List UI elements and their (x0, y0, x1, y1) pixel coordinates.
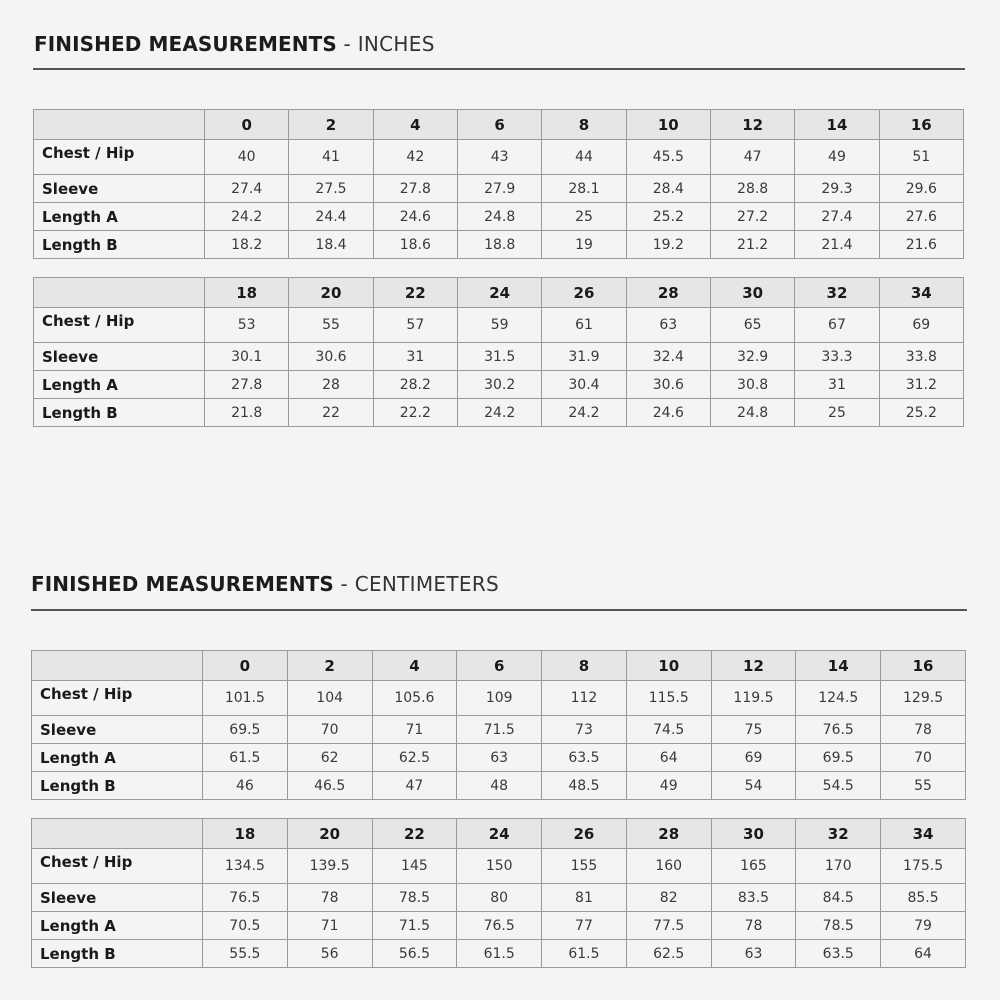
measurement-value: 28.4 (626, 175, 710, 203)
measurement-value: 112 (542, 681, 627, 716)
measurement-value: 30.6 (626, 371, 710, 399)
inches-title (34, 32, 435, 56)
measurement-row (32, 849, 966, 884)
measurement-value: 83.5 (711, 884, 796, 912)
size-header-row (34, 110, 964, 140)
measurement-value: 55.5 (203, 940, 288, 968)
size-header-cell: 20 (289, 278, 373, 308)
header-corner-cell (34, 278, 205, 308)
measurement-value: 62.5 (372, 744, 457, 772)
measurement-value: 64 (881, 940, 966, 968)
measurement-value: 63 (457, 744, 542, 772)
measurement-value: 119.5 (711, 681, 796, 716)
measurement-value: 29.3 (795, 175, 879, 203)
measurement-value: 104 (287, 681, 372, 716)
size-header-cell: 18 (203, 819, 288, 849)
measurement-value: 54 (711, 772, 796, 800)
measurement-value: 40 (205, 140, 289, 175)
measurement-row (34, 371, 964, 399)
measurement-value: 170 (796, 849, 881, 884)
header-corner-cell (34, 110, 205, 140)
measurement-value: 56 (287, 940, 372, 968)
measurement-value: 49 (795, 140, 879, 175)
measurement-value: 124.5 (796, 681, 881, 716)
measurement-value: 62.5 (626, 940, 711, 968)
measurement-value: 19.2 (626, 231, 710, 259)
size-header-cell: 4 (373, 110, 457, 140)
measurement-value: 30.8 (710, 371, 794, 399)
measurement-value: 33.3 (795, 343, 879, 371)
inches-table-sizes-18-34 (33, 277, 964, 427)
measurement-value: 70 (287, 716, 372, 744)
measurement-value: 65 (710, 308, 794, 343)
size-header-cell: 14 (796, 651, 881, 681)
measurement-value: 33.8 (879, 343, 963, 371)
measurement-value: 67 (795, 308, 879, 343)
size-header-cell: 20 (287, 819, 372, 849)
size-header-cell: 2 (287, 651, 372, 681)
size-header-cell: 30 (711, 819, 796, 849)
size-header-cell: 10 (626, 110, 710, 140)
measurement-value: 21.8 (205, 399, 289, 427)
size-header-row (32, 651, 966, 681)
measurement-value: 46.5 (287, 772, 372, 800)
header-corner-cell (32, 819, 203, 849)
measurement-value: 24.6 (373, 203, 457, 231)
measurement-value: 24.8 (710, 399, 794, 427)
measurement-row (34, 175, 964, 203)
measurement-value: 48 (457, 772, 542, 800)
measurement-value: 49 (626, 772, 711, 800)
measurement-value: 24.2 (542, 399, 626, 427)
size-header-cell: 32 (796, 819, 881, 849)
measurement-label: Sleeve (32, 716, 203, 744)
measurement-value: 115.5 (626, 681, 711, 716)
measurement-value: 77.5 (626, 912, 711, 940)
measurement-value: 71 (372, 716, 457, 744)
measurement-value: 24.6 (626, 399, 710, 427)
measurement-value: 105.6 (372, 681, 457, 716)
centimeters-title-bold: FINISHED MEASUREMENTS (31, 572, 334, 596)
measurement-value: 41 (289, 140, 373, 175)
measurement-row (34, 399, 964, 427)
size-header-cell: 24 (457, 278, 541, 308)
size-header-cell: 34 (881, 819, 966, 849)
measurement-value: 69 (711, 744, 796, 772)
measurement-row (32, 912, 966, 940)
inches-table-sizes-0-16 (33, 109, 964, 259)
measurement-value: 25 (542, 203, 626, 231)
measurement-value: 27.4 (795, 203, 879, 231)
measurement-value: 76.5 (457, 912, 542, 940)
measurement-value: 69.5 (796, 744, 881, 772)
measurement-value: 76.5 (203, 884, 288, 912)
measurement-value: 21.6 (879, 231, 963, 259)
measurement-value: 74.5 (626, 716, 711, 744)
measurement-value: 63 (711, 940, 796, 968)
measurement-label: Length A (32, 744, 203, 772)
inches-title-rule (33, 68, 965, 70)
measurement-value: 31 (373, 343, 457, 371)
measurement-value: 134.5 (203, 849, 288, 884)
measurement-value: 27.8 (205, 371, 289, 399)
measurement-label: Length B (34, 231, 205, 259)
measurement-row (32, 772, 966, 800)
measurement-value: 57 (373, 308, 457, 343)
measurement-value: 85.5 (881, 884, 966, 912)
size-header-cell: 22 (373, 278, 457, 308)
header-corner-cell (32, 651, 203, 681)
measurement-value: 78.5 (796, 912, 881, 940)
measurement-value: 59 (457, 308, 541, 343)
measurement-row (34, 231, 964, 259)
size-header-cell: 34 (879, 278, 963, 308)
measurement-row (32, 940, 966, 968)
size-header-cell: 26 (542, 278, 626, 308)
measurement-value: 165 (711, 849, 796, 884)
measurement-value: 28.1 (542, 175, 626, 203)
size-header-cell: 28 (626, 819, 711, 849)
size-header-cell: 0 (205, 110, 289, 140)
measurement-value: 24.4 (289, 203, 373, 231)
measurement-value: 78 (287, 884, 372, 912)
measurement-value: 71.5 (372, 912, 457, 940)
measurement-value: 31.2 (879, 371, 963, 399)
measurement-value: 27.6 (879, 203, 963, 231)
inches-title-unit: - INCHES (336, 32, 435, 56)
measurement-value: 18.8 (457, 231, 541, 259)
measurement-value: 30.4 (542, 371, 626, 399)
size-header-cell: 8 (542, 110, 626, 140)
size-header-cell: 16 (879, 110, 963, 140)
measurement-value: 28 (289, 371, 373, 399)
measurement-value: 27.9 (457, 175, 541, 203)
measurement-value: 82 (626, 884, 711, 912)
measurement-label: Length A (34, 203, 205, 231)
centimeters-table-sizes-18-34 (31, 818, 966, 968)
measurement-value: 61.5 (542, 940, 627, 968)
measurement-value: 32.4 (626, 343, 710, 371)
measurement-value: 78 (711, 912, 796, 940)
measurement-value: 155 (542, 849, 627, 884)
size-header-cell: 8 (542, 651, 627, 681)
measurement-value: 31.9 (542, 343, 626, 371)
measurement-value: 73 (542, 716, 627, 744)
measurement-value: 139.5 (287, 849, 372, 884)
measurement-value: 22 (289, 399, 373, 427)
measurement-value: 43 (457, 140, 541, 175)
measurement-value: 70.5 (203, 912, 288, 940)
measurement-value: 47 (710, 140, 794, 175)
measurement-value: 55 (881, 772, 966, 800)
measurement-value: 46 (203, 772, 288, 800)
measurement-value: 28.2 (373, 371, 457, 399)
measurement-value: 75 (711, 716, 796, 744)
measurement-row (32, 716, 966, 744)
measurement-value: 30.2 (457, 371, 541, 399)
inches-title-bold: FINISHED MEASUREMENTS (34, 32, 337, 56)
size-header-cell: 24 (457, 819, 542, 849)
measurement-value: 27.2 (710, 203, 794, 231)
measurement-value: 61 (542, 308, 626, 343)
size-header-cell: 28 (626, 278, 710, 308)
measurement-label: Length B (34, 399, 205, 427)
centimeters-title-rule (31, 609, 967, 611)
measurement-row (32, 681, 966, 716)
measurement-value: 71 (287, 912, 372, 940)
measurement-value: 78 (881, 716, 966, 744)
measurement-label: Chest / Hip (34, 140, 205, 175)
size-header-cell: 12 (711, 651, 796, 681)
size-header-cell: 22 (372, 819, 457, 849)
measurement-value: 129.5 (881, 681, 966, 716)
measurement-value: 63.5 (542, 744, 627, 772)
measurement-row (32, 744, 966, 772)
measurement-value: 30.1 (205, 343, 289, 371)
size-header-cell: 18 (205, 278, 289, 308)
size-header-cell: 6 (457, 110, 541, 140)
measurement-value: 71.5 (457, 716, 542, 744)
measurement-value: 145 (372, 849, 457, 884)
measurement-row (34, 308, 964, 343)
size-header-cell: 14 (795, 110, 879, 140)
measurement-value: 21.2 (710, 231, 794, 259)
measurement-value: 27.8 (373, 175, 457, 203)
measurement-label: Length A (34, 371, 205, 399)
measurement-value: 19 (542, 231, 626, 259)
measurement-value: 27.4 (205, 175, 289, 203)
measurement-value: 78.5 (372, 884, 457, 912)
size-header-cell: 4 (372, 651, 457, 681)
measurement-value: 18.4 (289, 231, 373, 259)
measurement-value: 69 (879, 308, 963, 343)
measurement-value: 44 (542, 140, 626, 175)
measurement-value: 80 (457, 884, 542, 912)
measurement-value: 48.5 (542, 772, 627, 800)
measurement-value: 53 (205, 308, 289, 343)
measurement-label: Length B (32, 940, 203, 968)
measurement-value: 63.5 (796, 940, 881, 968)
centimeters-title-unit: - CENTIMETERS (333, 572, 500, 596)
size-header-cell: 26 (542, 819, 627, 849)
measurement-value: 22.2 (373, 399, 457, 427)
measurement-value: 79 (881, 912, 966, 940)
measurement-value: 84.5 (796, 884, 881, 912)
measurement-label: Sleeve (32, 884, 203, 912)
measurement-value: 51 (879, 140, 963, 175)
measurement-row (34, 203, 964, 231)
size-header-cell: 10 (626, 651, 711, 681)
measurement-row (34, 343, 964, 371)
measurement-label: Sleeve (34, 343, 205, 371)
measurement-label: Length B (32, 772, 203, 800)
measurement-row (34, 140, 964, 175)
measurement-value: 25 (795, 399, 879, 427)
measurement-label: Length A (32, 912, 203, 940)
measurement-value: 31.5 (457, 343, 541, 371)
measurement-value: 27.5 (289, 175, 373, 203)
measurement-value: 101.5 (203, 681, 288, 716)
measurement-value: 70 (881, 744, 966, 772)
measurement-label: Chest / Hip (34, 308, 205, 343)
measurement-value: 61.5 (457, 940, 542, 968)
centimeters-table-sizes-0-16 (31, 650, 966, 800)
measurement-value: 32.9 (710, 343, 794, 371)
measurement-value: 77 (542, 912, 627, 940)
measurement-value: 160 (626, 849, 711, 884)
measurement-label: Chest / Hip (32, 681, 203, 716)
measurement-value: 45.5 (626, 140, 710, 175)
measurement-value: 150 (457, 849, 542, 884)
measurement-value: 18.6 (373, 231, 457, 259)
measurement-value: 21.4 (795, 231, 879, 259)
size-header-cell: 0 (203, 651, 288, 681)
measurement-value: 109 (457, 681, 542, 716)
measurement-value: 62 (287, 744, 372, 772)
measurement-value: 25.2 (626, 203, 710, 231)
measurement-value: 28.8 (710, 175, 794, 203)
measurement-value: 81 (542, 884, 627, 912)
measurement-value: 69.5 (203, 716, 288, 744)
size-header-row (34, 278, 964, 308)
measurement-label: Chest / Hip (32, 849, 203, 884)
measurement-value: 25.2 (879, 399, 963, 427)
measurement-value: 47 (372, 772, 457, 800)
measurement-row (32, 884, 966, 912)
measurement-value: 24.2 (457, 399, 541, 427)
measurement-value: 42 (373, 140, 457, 175)
measurement-value: 56.5 (372, 940, 457, 968)
size-header-cell: 32 (795, 278, 879, 308)
measurement-value: 76.5 (796, 716, 881, 744)
size-header-cell: 12 (710, 110, 794, 140)
measurement-value: 64 (626, 744, 711, 772)
measurement-value: 54.5 (796, 772, 881, 800)
size-header-cell: 6 (457, 651, 542, 681)
size-header-cell: 30 (710, 278, 794, 308)
size-header-cell: 2 (289, 110, 373, 140)
measurement-value: 31 (795, 371, 879, 399)
centimeters-title (31, 572, 499, 596)
measurement-value: 29.6 (879, 175, 963, 203)
measurement-value: 24.8 (457, 203, 541, 231)
measurement-value: 24.2 (205, 203, 289, 231)
measurement-value: 18.2 (205, 231, 289, 259)
measurement-value: 30.6 (289, 343, 373, 371)
measurement-value: 61.5 (203, 744, 288, 772)
measurement-label: Sleeve (34, 175, 205, 203)
size-header-cell: 16 (881, 651, 966, 681)
measurement-value: 175.5 (881, 849, 966, 884)
size-header-row (32, 819, 966, 849)
measurement-value: 63 (626, 308, 710, 343)
measurement-value: 55 (289, 308, 373, 343)
